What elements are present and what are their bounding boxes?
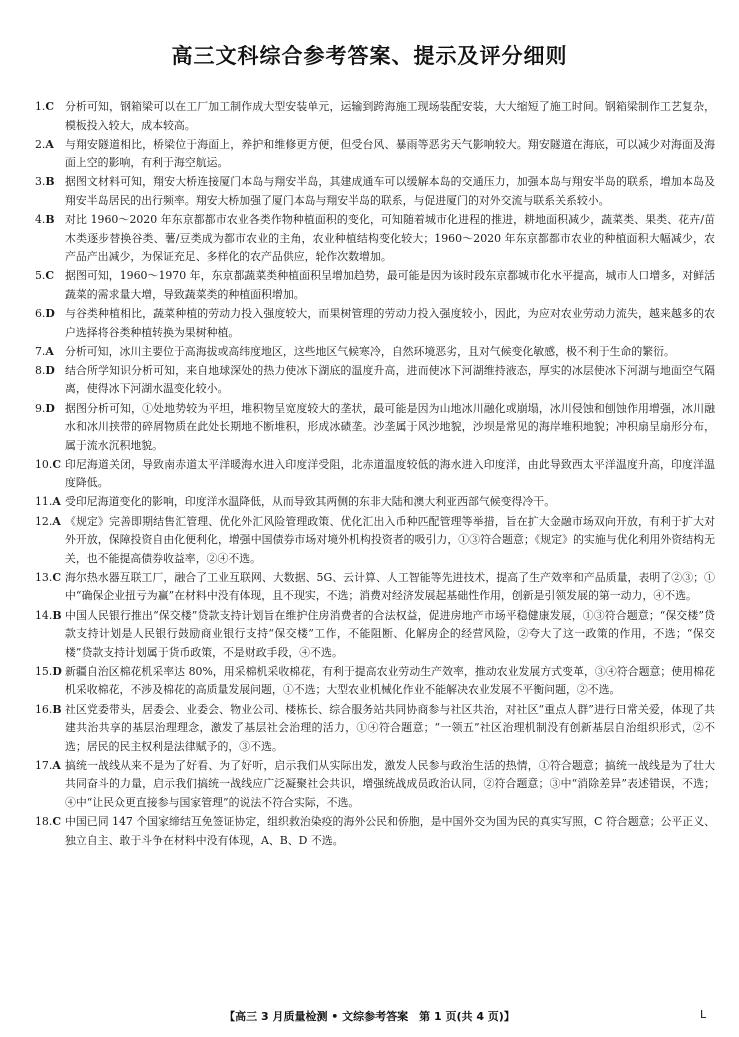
answer-choice: B bbox=[52, 608, 62, 622]
answer-lead bbox=[35, 663, 62, 682]
answer-choice: C bbox=[52, 570, 61, 584]
answer-explanation: 中国已同 147 个国家缔结互免签证协定，组织救治染疫的海外公民和侨胞，是中国外交为国为民的真实写照，C 符合题意；公平正义、独立自主、敢于斗争在材料中没有体现，A、B、D 不选。 bbox=[65, 815, 715, 847]
answer-explanation: 据图文材料可知，翔安大桥连接厦门本岛与翔安半岛，其建成通车可以缓解本岛的交通压力，加强本岛与翔安半岛的联系，增加本岛及翔安半岛居民的出行频率。翔安大桥加强了厦门本岛与翔安半岛的联系，与促进厦门的对外交流与联系关系较小。 bbox=[65, 175, 715, 207]
answer-lead bbox=[35, 456, 61, 475]
answer-lead bbox=[35, 267, 54, 286]
question-number: 1. bbox=[35, 100, 46, 113]
answer-explanation: 社区党委带头，居委会、业委会、物业公司、楼栋长、综合服务站共同协商参与社区共治，对社区“重点人群”进行日常关爱，体现了共建共治共享的基层治理理念，激发了基层社会治理的活力，①④符合题意；“一领五”社区治理机制没有创新基层自治组织形式，②不选；居民的民主权利是法律赋予的，③不选。 bbox=[65, 702, 715, 753]
question-number: 8. bbox=[35, 363, 46, 377]
answer-item bbox=[35, 400, 715, 456]
answer-lead bbox=[35, 757, 61, 776]
answer-lead bbox=[35, 305, 55, 324]
answer-explanation: 据图可知，1960～1970 年，东京都蔬菜类种植面积呈增加趋势，最可能是因为该时段东京都城市化水平提高，城市人口增多，对鲜活蔬菜的需求量大增，导致蔬菜类的种植面积增加。 bbox=[65, 269, 715, 301]
question-number: 10. bbox=[35, 457, 53, 471]
answer-lead bbox=[35, 607, 62, 626]
answer-choice: C bbox=[52, 457, 61, 471]
answer-item bbox=[35, 362, 715, 399]
question-number: 12. bbox=[35, 514, 53, 528]
answer-choice: C bbox=[52, 815, 61, 829]
answer-choice: A bbox=[52, 514, 61, 528]
answer-lead bbox=[35, 813, 61, 832]
answer-explanation: 对比 1960～2020 年东京都都市农业各类作物种植面积的变化，可知随着城市化进程的推进，耕地面积减少，蔬菜类、果类、花卉/苗木类逐步替换谷类、薯/豆类成为都市农业的主角，农业种植结构变化较大；1960～2020 年东京都都市农业的种植面积大幅减少，农产品产出减少，为保证充足、多样化的农产品供应，轮作次数增加。 bbox=[65, 213, 715, 264]
answer-lead bbox=[35, 173, 55, 192]
answer-lead bbox=[35, 136, 54, 155]
answer-explanation: 中国人民银行推出“保交楼”贷款支持计划旨在维护住房消费者的合法权益，促进房地产市场平稳健康发展，①③符合题意；“保交楼”贷款支持计划是人民银行鼓励商业银行支持“保交楼”工作，不能阻断、化解房企的经营风险，②夸大了这一政策的作用，不选；“保交楼”贷款支持计划属于货币政策，不是财政手段，④不选。 bbox=[65, 608, 715, 659]
question-number: 15. bbox=[35, 664, 53, 678]
question-number: 3. bbox=[35, 175, 46, 189]
answer-item bbox=[35, 663, 715, 700]
answer-item bbox=[35, 493, 715, 512]
answer-item bbox=[35, 305, 715, 342]
question-number: 5. bbox=[35, 269, 46, 283]
corner-mark: L bbox=[700, 1008, 707, 1021]
question-number: 9. bbox=[35, 401, 46, 415]
answer-choice: D bbox=[45, 307, 55, 321]
answer-choice: C bbox=[45, 100, 55, 113]
answer-item bbox=[35, 267, 715, 304]
answer-item bbox=[35, 607, 715, 663]
question-number: 2. bbox=[35, 137, 46, 151]
answer-explanation: 与翔安隧道相比，桥梁位于海面上，养护和维修更方便，但受台风、暴雨等恶劣天气影响较大。翔安隧道在海底，可以减少对海面及海面上空的影响，有利于海空航运。 bbox=[65, 137, 715, 170]
answer-item bbox=[35, 813, 715, 850]
answer-lead bbox=[35, 701, 62, 720]
answer-item bbox=[35, 513, 715, 569]
answer-item bbox=[35, 569, 715, 606]
answer-choice: D bbox=[52, 664, 62, 678]
answer-explanation: 印尼海道关闭，导致南赤道太平洋暖海水进入印度洋受阻，北赤道温度较低的海水进入印度洋，由此导致西太平洋温度升高，印度洋温度降低。 bbox=[65, 457, 715, 490]
answer-choice: C bbox=[45, 269, 55, 283]
answer-lead bbox=[35, 343, 54, 362]
question-number: 4. bbox=[35, 213, 46, 227]
answer-explanation: 分析可知，冰川主要位于高海拔或高纬度地区，这些地区气候寒冷，自然环境恶劣，且对气候变化敏感，极不利于生命的繁衍。 bbox=[65, 344, 675, 358]
answer-choice: A bbox=[45, 344, 54, 358]
answer-lead bbox=[35, 569, 61, 588]
answer-lead bbox=[35, 211, 55, 230]
answer-item bbox=[35, 136, 715, 173]
page-title: 高三文科综合参考答案、提示及评分细则 bbox=[171, 44, 568, 68]
question-number: 14. bbox=[35, 608, 53, 622]
answer-item bbox=[35, 173, 715, 210]
answer-explanation: 受印尼海道变化的影响，印度洋水温降低，从而导致其两侧的东非大陆和澳大利亚西部气候变得冷干。 bbox=[65, 495, 556, 509]
answer-choice: A bbox=[52, 758, 61, 772]
answer-item bbox=[35, 757, 715, 813]
answer-choice: A bbox=[52, 495, 61, 509]
answer-choice: B bbox=[45, 213, 55, 227]
answer-explanation: 结合所学知识分析可知，来自地球深处的热力使冰下湖底的温度升高，进而使冰下河湖维持液态，厚实的冰层使冰下河湖与地面空气隔离，使得冰下河湖水温变化较小。 bbox=[65, 363, 715, 396]
answer-choice: D bbox=[45, 363, 55, 377]
answer-item bbox=[35, 211, 715, 267]
question-number: 13. bbox=[35, 570, 53, 584]
answer-lead bbox=[35, 513, 61, 532]
answer-item bbox=[35, 343, 715, 362]
answer-item bbox=[35, 98, 715, 135]
answer-choice: B bbox=[45, 175, 55, 189]
question-number: 11. bbox=[35, 495, 53, 509]
question-number: 16. bbox=[35, 702, 53, 716]
question-number: 17. bbox=[35, 758, 53, 772]
answer-explanation: 海尔热水器互联工厂，融合了工业互联网、大数据、5G、云计算、人工智能等先进技术，提高了生产效率和产品质量，表明了②③；①中“确保企业扭亏为赢”在材料中没有体现，且不现实，不选；消费对经济发展起基础性作用，创新是引领发展的第一动力，④不选。 bbox=[65, 570, 715, 603]
answer-choice: A bbox=[45, 137, 54, 151]
question-number: 6. bbox=[35, 307, 46, 321]
answer-lead bbox=[35, 400, 55, 419]
page-footer: 【高三 3 月质量检测 • 文综参考答案 第 1 页(共 4 页)】 bbox=[224, 1010, 515, 1023]
answer-item bbox=[35, 456, 715, 493]
answer-explanation: 据图分析可知，①处地势较为平坦，堆积物呈宽度较大的垄状，最可能是因为山地冰川融化或崩塌，冰川侵蚀和刨蚀作用增强，冰川融水和冰川挟带的碎屑物质在此处长期地不断堆积，形成冰碛垄。沙垄属于风沙地貌，沙坝是常见的海岸堆积地貌；冲积扇呈扇形分布，属于流水沉积地貌。 bbox=[65, 401, 715, 452]
answer-list bbox=[35, 98, 715, 851]
question-number: 7. bbox=[35, 344, 46, 358]
answer-explanation: 分析可知，钢箱梁可以在工厂加工制作成大型安装单元，运输到跨海施工现场装配安装，大大缩短了施工时间。钢箱梁制作工艺复杂，模板投入较大，成本较高。 bbox=[65, 100, 715, 132]
answer-item bbox=[35, 701, 715, 757]
answer-choice: B bbox=[52, 702, 62, 716]
answer-choice: D bbox=[45, 401, 55, 415]
answer-explanation: 与谷类种植相比，蔬菜种植的劳动力投入强度较大，而果树管理的劳动力投入强度较小，因此，为应对农业劳动力流失，越来越多的农户选择将谷类种植转换为果树种植。 bbox=[65, 307, 715, 339]
answer-lead bbox=[35, 493, 61, 512]
answer-lead bbox=[35, 98, 54, 117]
answer-explanation: 新疆自治区棉花机采率达 80%，用采棉机采收棉花，有利于提高农业劳动生产效率，推动农业发展方式变革，③④符合题意；使用棉花机采收棉花，不涉及棉花的高质量发展问题，①不选；大型农业机械化作业不能解决农业发展不平衡问题，②不选。 bbox=[65, 664, 715, 697]
answer-explanation: 搞统一战线从来不是为了好看、为了好听，启示我们从实际出发，激发人民参与政治生活的热情，①符合题意；搞统一战线是为了壮大共同奋斗的力量，启示我们搞统一战线应广泛凝聚社会共识，增强统战成员政治认同，②符合题意；③中“消除差异”表述错误，不选；④中“让民众更直接参与国家管理”的说法不符合实际，不选。 bbox=[65, 758, 715, 809]
question-number: 18. bbox=[35, 815, 53, 829]
answer-lead bbox=[35, 362, 55, 381]
answer-explanation: 《规定》完善即期结售汇管理、优化外汇风险管理政策、优化汇出入币种匹配管理等举措，旨在扩大金融市场双向开放，有利于扩大对外开放，保障投资自由化便利化，增强中国债券市场对境外机构投资者的吸引力，①③符合题意；《规定》的实施与优化利用外资结构无关，也不能提高债券收益率，②④不选。 bbox=[65, 514, 715, 565]
